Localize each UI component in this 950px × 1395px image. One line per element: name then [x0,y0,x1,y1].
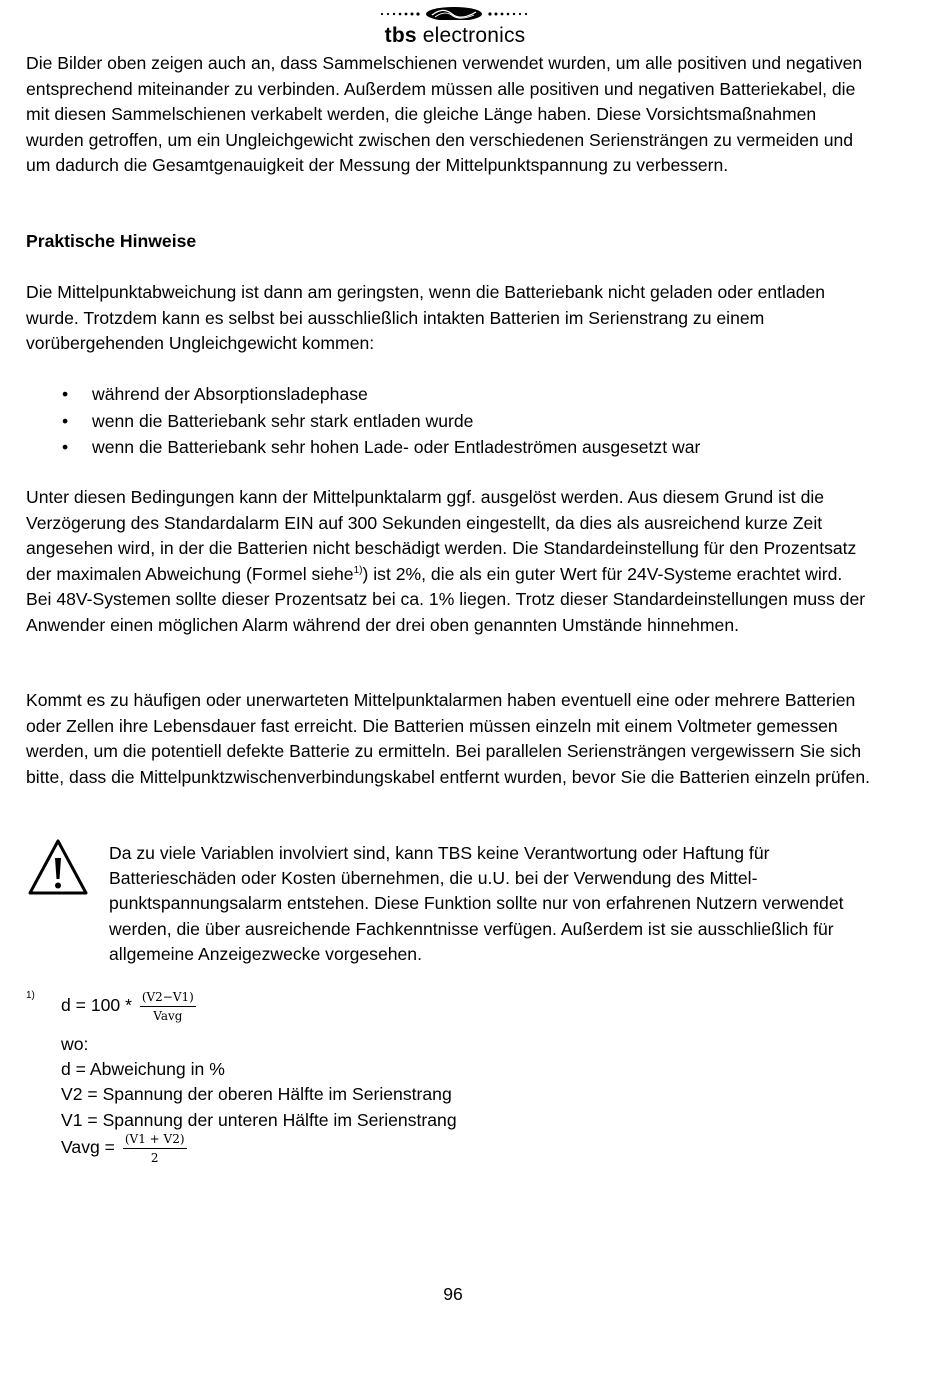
intro-paragraph: Die Bilder oben zeigen auch an, dass Sammelschienen verwendet wurden, um alle positiven und negativen entsprechend miteinander zu verbinden. Außerdem müssen alle positiven und negativen Batteriekabel, die mit diesen Sammelschienen verkabelt werden, die gleiche Länge haben. Diese Vorsichtsmaßnahmen wurden getroffen, um ein Ungleichgewicht zwischen den verschiedenen Seriensträngen zu vermeiden und um dadurch die Gesamtgenauigkeit der Messung der Mittelpunktspannung zu verbessern. [26,53,863,175]
formula-fraction [140,990,196,1023]
list-item: • während der Absorptionsladephase [26,381,871,408]
vavg-fraction [123,1132,187,1165]
conditions-text-b: ) ist 2%, die als ein guter Wert für 24V-Systeme erachtet wird. Bei 48V-Systemen sollte dieser Prozentsatz bei ca. 1% liegen. Trotz dieser Standardeinstellungen muss der Anwender einen möglichen Alarm während der drei oben genannten Umstände hinnehmen. [26,563,866,635]
warning-icon [27,838,89,896]
deviation-paragraph: Die Mittelpunktabweichung ist dann am geringsten, wenn die Batteriebank nicht geladen oder entladen wurde. Trotzdem kann es selbst bei ausschließlich intakten Batterien im Serienstrang zu einem vorübergehenden Ungleichgewicht kommen: [26,282,826,353]
definition-line: d = Abweichung in % [61,1059,225,1079]
vavg-numerator: (V1 + V2) [123,1132,187,1149]
page-number: 96 [443,1284,463,1304]
tbs-logo [380,2,530,48]
frequent-alarms-paragraph: Kommt es zu häufigen oder unerwarteten Mittelpunktalarmen haben eventuell eine oder mehrere Batterien oder Zellen ihre Lebensdauer fast erreicht. Die Batterien müssen einzeln mit einem Voltmeter gemessen werden, um die potentiell defekte Batterie zu ermitteln. Bei parallelen Seriensträngen vergewissern Sie sich bitte, dass die Mittelpunktzwischenverbindungskabel entfernt wurden, bevor Sie die Batterien einzeln prüfen. [26,690,871,787]
logo-emblem [380,6,530,20]
footnote-marker: 1) [26,990,35,1001]
definition-line: V1 = Spannung der unteren Hälfte im Serienstrang [61,1110,457,1130]
vavg-denominator: 2 [150,1151,159,1165]
deviation-formula [61,990,196,1023]
conditions-text-a: Unter diesen Bedingungen kann der Mittelpunktalarm ggf. ausgelöst werden. Aus diesem Grund ist die Verzögerung des Standardalarm EIN auf 300 Sekunden eingestellt, da dies als ausreichend kurze Zeit angesehen wird, in der die Batterien nicht beschädigt werden. Die Standardeinstellung für den Prozentsatz der maximalen Abweichung (Formel siehe [26,487,857,584]
where-label: wo: [61,1034,89,1054]
logo-wordmark [380,24,530,48]
list-item: • wenn die Batteriebank sehr hohen Lade- oder Entladeströmen ausgesetzt war [26,434,871,461]
conditions-list [26,381,871,461]
section-heading: Praktische Hinweise [26,231,197,251]
warning-text: Da zu viele Variablen involviert sind, kann TBS keine Verantwortung oder Haftung für Batterieschäden oder Kosten übernehmen, die u.U. bei der Verwendung des Mittel-punktspannungsalarm entstehen. Diese Funktion sollte nur von erfahrenen Nutzern verwendet werden, die über ausreichende Fachkenntnisse verfügen. Außerdem ist sie ausschließlich für allgemeine Anzeigezwecke vorgesehen. [109,843,844,964]
logo-brand-bold: tbs [384,24,417,47]
formula-prefix: d = 100 * [61,995,137,1016]
formula-denominator: Vavg [153,1009,183,1023]
conditions-paragraph [26,485,871,638]
footnote-ref: 1) [353,564,363,576]
list-item: • wenn die Batteriebank sehr stark entladen wurde [26,408,871,435]
vavg-formula [61,1132,187,1165]
logo-brand-rest: electronics [416,24,526,47]
formula-numerator: (V2−V1) [140,990,196,1007]
definition-line: V2 = Spannung der oberen Hälfte im Serienstrang [61,1084,452,1104]
vavg-prefix: Vavg = [61,1137,120,1158]
